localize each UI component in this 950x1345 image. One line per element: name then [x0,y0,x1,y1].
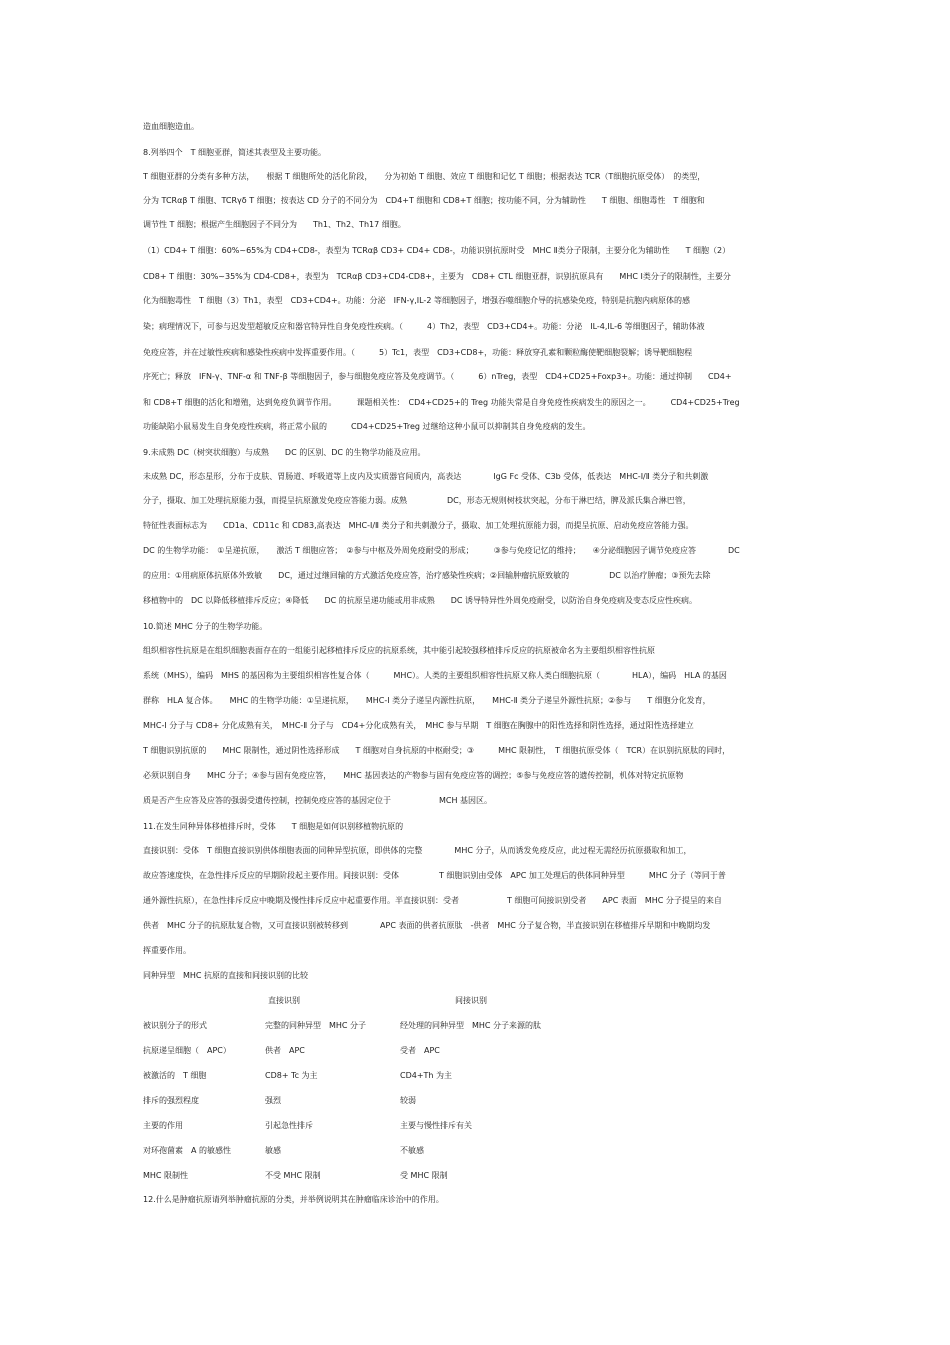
text-line: CD8+ T 细胞：30%~35%为 CD4-CD8+，表型为 TCRαβ CD3+CD4-CD8+，主要为 CD8+ CTL 细胞亚群，识别抗原具有 MHC Ⅰ类分子的限制性，主要分 [143,272,731,281]
table-cell: 主要与慢性排斥有关 [400,1121,472,1130]
text-line: 分为 TCRαβ T 细胞、TCRγδ T 细胞；按表达 CD 分子的不同分为 CD4+T 细胞和 CD8+T 细胞；按功能不同，分为辅助性 T 细胞、细胞毒性 T 细胞和 [143,196,705,205]
text-line: 组织相容性抗原是在组织细胞表面存在的一组能引起移植排斥反应的抗原系统，其中能引起较强移植排斥反应的抗原被命名为主要组织相容性抗原 [143,646,655,655]
text-line: 功能缺陷小鼠易发生自身免疫性疾病，将正常小鼠的 CD4+CD25+Treg 过继给这种小鼠可以抑制其自身免疫病的发生。 [143,422,591,431]
table-cell: CD4+Th 为主 [400,1071,453,1080]
text-line: 8.列举四个 T 细胞亚群，简述其表型及主要功能。 [143,148,327,157]
table-cell: 经处理的同种异型 MHC 分子来源的肽 [400,1021,542,1030]
text-line: 免疫应答，并在过敏性疾病和感染性疾病中发挥重要作用。（ 5）Tc1，表型 CD3+CD8+，功能：释放穿孔素和颗粒酶使靶细胞裂解；诱导靶细胞程 [143,348,693,357]
text-line: 和 CD8+T 细胞的活化和增殖，达到免疫负调节作用。 课题相关性： CD4+CD25+的 Treg 功能失常是自身免疫性疾病发生的原因之一。 CD4+CD25+Treg [143,398,740,407]
text-line: 供者 MHC 分子的抗原肽复合物，又可直接识别被转移到 APC 表面的供者抗原肽 -供者 MHC 分子复合物，半直接识别在移植排斥早期和中晚期均发 [143,921,711,930]
table-row-label: 抗原递呈细胞（ APC） [143,1046,231,1055]
text-line: 同种异型 MHC 抗原的直接和间接识别的比较 [143,971,309,980]
table-cell: 敏感 [265,1146,281,1155]
text-line: 直接识别：受体 T 细胞直接识别供体细胞表面的同种异型抗原，即供体的完整 MHC 分子，从而诱发免疫反应，此过程无需经历抗原摄取和加工， [143,846,692,855]
table-cell: 供者 APC [265,1046,305,1055]
table-cell: 引起急性排斥 [265,1121,313,1130]
text-line: T 细胞亚群的分类有多种方法， 根据 T 细胞所处的活化阶段， 分为初始 T 细胞、效应 T 细胞和记忆 T 细胞；根据表达 TCR（T细胞抗原受体） 的类型， [143,172,706,181]
table-cell: 受 MHC 限制 [400,1171,448,1180]
table-header: 直接识别 [268,996,300,1005]
text-line: 序死亡；释放 IFN-γ、TNF-α 和 TNF-β 等细胞因子，参与细胞免疫应答及免疫调节。（ 6）nTreg，表型 CD4+CD25+Foxp3+。功能：通过抑制 CD4+ [143,372,732,381]
text-line: 特征性表面标志为 CD1a、CD11c 和 CD83,高表达 MHC-Ⅰ/Ⅱ 类分子和共刺激分子，摄取、加工处理抗原能力弱，而提呈抗原、启动免疫应答能力强。 [143,521,694,530]
table-row-label: 主要的作用 [143,1121,183,1130]
text-line: 染；病理情况下，可参与迟发型超敏反应和器官特异性自身免疫性疾病。（ 4）Th2，表型 CD3+CD4+。功能：分泌 IL-4,IL-6 等细胞因子，辅助体液 [143,322,705,331]
text-line: 的应用：①用病原体抗原体外致敏 DC，通过过继回输的方式激活免疫应答，治疗感染性疾病；②回输肿瘤抗原致敏的 DC 以治疗肿瘤；③预先去除 [143,571,711,580]
table-row-label: MHC 限制性 [143,1171,189,1180]
text-line: 11.在发生同种异体移植排斥时，受体 T 细胞是如何识别移植物抗原的 [143,822,404,831]
text-line: 造血细胞造血。 [143,122,199,131]
text-line: 未成熟 DC，形态星形，分布于皮肤、胃肠道、呼吸道等上皮内及实质器官间质内，高表达 IgG Fc 受体、C3b 受体，低表达 MHC-Ⅰ/Ⅱ 类分子和共刺激 [143,472,709,481]
text-line: 通外源性抗原），在急性排斥反应中晚期及慢性排斥反应中起重要作用。半直接识别：受者 T 细胞可间接识别受者 APC 表面 MHC 分子提呈的来自 [143,896,722,905]
text-line: 挥重要作用。 [143,946,191,955]
question-12: 12.什么是肿瘤抗原请列举肿瘤抗原的分类，并举例说明其在肿瘤临床诊治中的作用。 [143,1195,444,1204]
table-row-label: 被识别分子的形式 [143,1021,207,1030]
table-cell: 强烈 [265,1096,281,1105]
text-line: DC 的生物学功能： ①呈递抗原， 激活 T 细胞应答； ②参与中枢及外周免疫耐受的形成； ③参与免疫记忆的维持； ④分泌细胞因子调节免疫应答 DC [143,546,740,555]
table-cell: CD8+ Tc 为主 [265,1071,318,1080]
text-line: 质是否产生应答及应答的强弱受遗传控制，控制免疫应答的基因定位于 MCH 基因区。 [143,796,493,805]
text-line: 10.简述 MHC 分子的生物学功能。 [143,622,268,631]
text-line: MHC-Ⅰ 分子与 CD8+ 分化成熟有关， MHC-Ⅱ 分子与 CD4+分化成熟有关， MHC 参与早期 T 细胞在胸腺中的阳性选择和阴性选择，通过阳性选择建立 [143,721,694,730]
text-line: 9.未成熟 DC（树突状细胞）与成熟 DC 的区别、DC 的生物学功能及应用。 [143,448,426,457]
text-line: 系统（MHS），编码 MHS 的基因称为主要组织相容性复合体（ MHC）。人类的主要组织相容性抗原又称人类白细胞抗原（ HLA），编码 HLA 的基因 [143,671,727,680]
text-line: （1）CD4+ T 细胞：60%~65%为 CD4+CD8-，表型为 TCRαβ CD3+ CD4+ CD8-，功能识别抗原时受 MHC Ⅱ类分子限制，主要分化为辅助性 T 细胞（2） [143,246,731,255]
table-cell: 受者 APC [400,1046,440,1055]
text-line: 故应答速度快，在急性排斥反应的早期阶段起主要作用。间接识别：受体 T 细胞识别由受体 APC 加工处理后的供体同种异型 MHC 分子（等同于普 [143,871,726,880]
text-line: 必须识别自身 MHC 分子；④参与固有免疫应答， MHC 基因表达的产物参与固有免疫应答的调控；⑤参与免疫应答的遗传控制，机体对特定抗原物 [143,771,684,780]
table-row-label: 被激活的 T 细胞 [143,1071,207,1080]
text-line: 移植物中的 DC 以降低移植排斥反应；④降低 DC 的抗原呈递功能或用非成熟 DC 诱导特异性外周免疫耐受，以防治自身免疫病及变态反应性疾病。 [143,596,698,605]
table-cell: 完整的同种异型 MHC 分子 [265,1021,367,1030]
text-line: 化为细胞毒性 T 细胞（3）Th1，表型 CD3+CD4+。功能：分泌 IFN-γ,IL-2 等细胞因子，增强吞噬细胞介导的抗感染免疫，特别是抗胞内病原体的感 [143,296,690,305]
text-line: T 细胞识别抗原的 MHC 限制性，通过阴性选择形成 T 细胞对自身抗原的中枢耐受；③ MHC 限制性， T 细胞抗原受体（ TCR）在识别抗原肽的同时， [143,746,731,755]
table-cell: 不受 MHC 限制 [265,1171,321,1180]
table-row-label: 排斥的强烈程度 [143,1096,199,1105]
table-header: 间接识别 [455,996,487,1005]
table-cell: 较弱 [400,1096,416,1105]
text-line: 分子，摄取、加工处理抗原能力强，而提呈抗原激发免疫应答能力弱。成熟 DC，形态无规则树枝状突起，分布于淋巴结，脾及派氏集合淋巴管， [143,496,691,505]
table-cell: 不敏感 [400,1146,424,1155]
table-row-label: 对环孢菌素 A 的敏感性 [143,1146,232,1155]
text-line: 群称 HLA 复合体。 MHC 的生物学功能：①呈递抗原， MHC-Ⅰ 类分子递呈内源性抗原， MHC-Ⅱ 类分子递呈外源性抗原；②参与 T 细胞分化发育， [143,696,711,705]
text-line: 调节性 T 细胞；根据产生细胞因子不同分为 Th1、Th2、Th17 细胞。 [143,220,406,229]
